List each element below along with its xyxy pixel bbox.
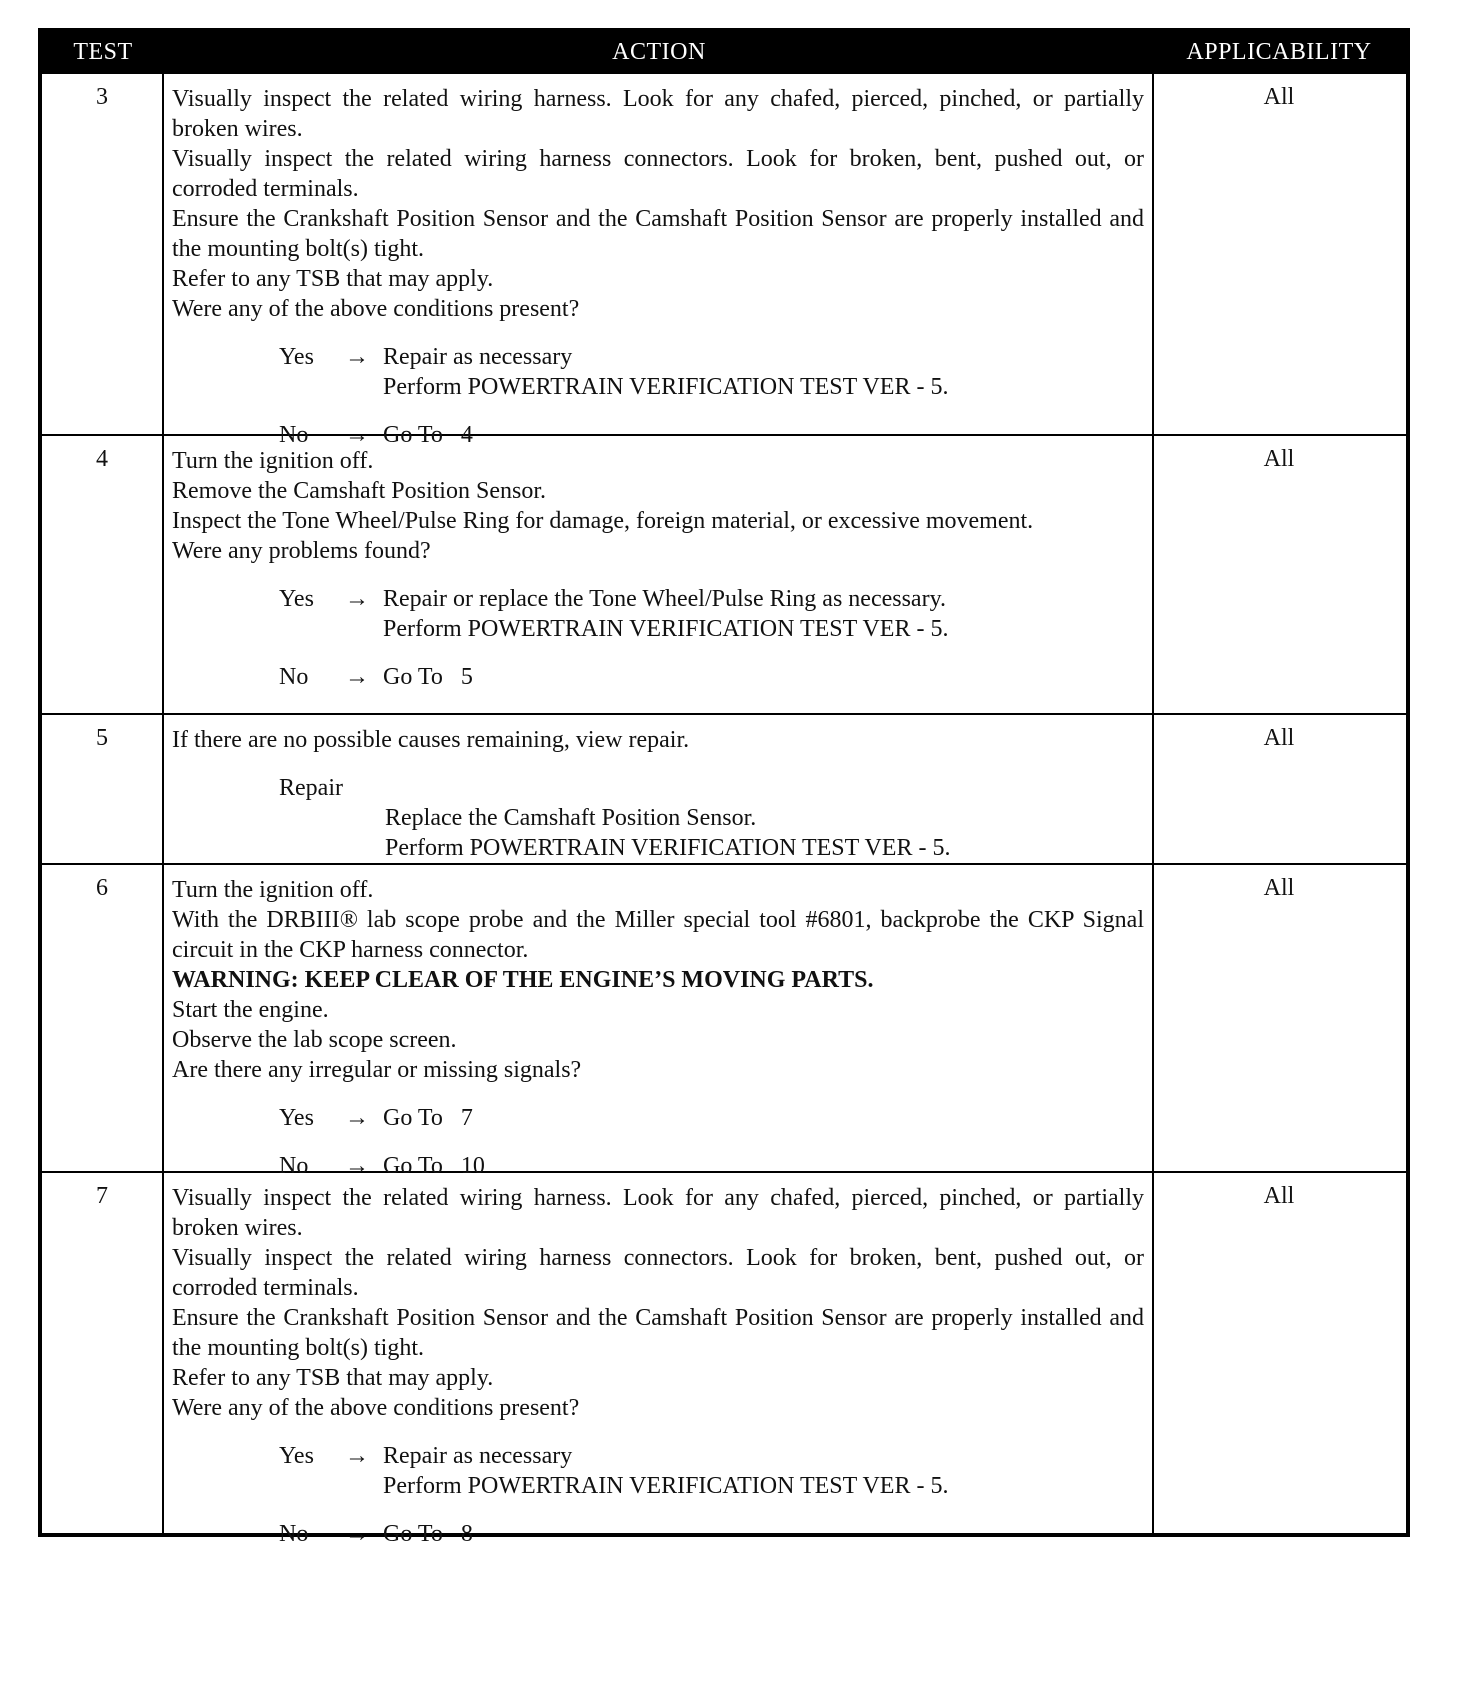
table-row xyxy=(42,434,1406,713)
action-line: Are there any irregular or missing signals? xyxy=(172,1057,582,1083)
goto-label: Go To xyxy=(383,422,443,448)
arrow-icon: → xyxy=(345,422,369,448)
header-test: TEST xyxy=(73,38,133,65)
diagnostic-table xyxy=(38,28,1410,1547)
arrow-icon: → xyxy=(345,1521,369,1547)
yes-text: Repair as necessary xyxy=(383,1443,573,1469)
goto-number: 7 xyxy=(460,1105,473,1131)
action-line: Were any of the above conditions present? xyxy=(172,296,580,322)
no-label: No xyxy=(279,1521,309,1547)
action-line: Start the engine. xyxy=(172,997,329,1023)
action-line: Ensure the Crankshaft Position Sensor and the Camshaft Position Sensor are properly installed and the mounting bolt(s) tight. xyxy=(172,206,1144,262)
goto-label: Go To xyxy=(383,664,443,690)
action-cell xyxy=(164,436,1154,713)
yes-result xyxy=(279,584,1144,644)
goto-label: Go To xyxy=(383,1153,443,1179)
action-line: Were any problems found? xyxy=(172,538,431,564)
action-cell xyxy=(164,715,1154,863)
goto-label: Go To xyxy=(383,1521,443,1547)
header-applicability: APPLICABILITY xyxy=(1186,38,1372,65)
action-cell xyxy=(164,74,1154,448)
action-line: With the DRBIII® lab scope probe and the Miller special tool #6801, backprobe the CKP Signal circuit in the CKP harness connector. xyxy=(172,907,1144,963)
no-label: No xyxy=(279,422,309,448)
yes-label: Yes xyxy=(279,1105,314,1131)
arrow-icon: → xyxy=(345,1443,369,1469)
yes-result xyxy=(279,1103,1144,1133)
action-line: Turn the ignition off. xyxy=(172,877,374,903)
applicability-value: All xyxy=(1263,875,1295,901)
action-cell xyxy=(164,865,1154,1179)
applicability-value: All xyxy=(1263,1183,1295,1209)
yes-text: Perform POWERTRAIN VERIFICATION TEST VER - 5. xyxy=(383,1473,949,1499)
goto-number: 10 xyxy=(460,1153,485,1179)
action-line: Remove the Camshaft Position Sensor. xyxy=(172,478,546,504)
arrow-icon: → xyxy=(345,664,369,690)
table-row xyxy=(42,72,1406,448)
action-cell xyxy=(164,1173,1154,1547)
action-line: Ensure the Crankshaft Position Sensor and the Camshaft Position Sensor are properly installed and the mounting bolt(s) tight. xyxy=(172,1305,1144,1361)
goto-label: Go To xyxy=(383,1105,443,1131)
warning-text: WARNING: KEEP CLEAR OF THE ENGINE’S MOVING PARTS. xyxy=(172,967,874,993)
test-number: 5 xyxy=(42,715,164,863)
yes-text: Repair as necessary xyxy=(383,344,573,370)
goto-number: 4 xyxy=(460,422,473,448)
applicability-value: All xyxy=(1263,446,1295,472)
applicability-value: All xyxy=(1263,725,1295,751)
no-label: No xyxy=(279,664,309,690)
action-line: Observe the lab scope screen. xyxy=(172,1027,457,1053)
yes-result xyxy=(279,342,1144,402)
arrow-icon: → xyxy=(345,1105,369,1131)
table-row xyxy=(42,1171,1406,1547)
test-number: 4 xyxy=(42,436,164,713)
arrow-icon: → xyxy=(345,1153,369,1179)
action-line: Turn the ignition off. xyxy=(172,448,374,474)
table-row xyxy=(42,863,1406,1179)
arrow-icon: → xyxy=(345,586,369,612)
arrow-icon: → xyxy=(345,344,369,370)
yes-label: Yes xyxy=(279,1443,314,1469)
yes-text: Perform POWERTRAIN VERIFICATION TEST VER - 5. xyxy=(383,374,949,400)
no-result xyxy=(279,662,1144,692)
applicability-value: All xyxy=(1263,84,1295,110)
no-result xyxy=(279,1519,1144,1549)
action-line: Refer to any TSB that may apply. xyxy=(172,1365,494,1391)
table-row xyxy=(42,713,1406,863)
test-number: 7 xyxy=(42,1173,164,1533)
yes-label: Yes xyxy=(279,586,314,612)
no-label: No xyxy=(279,1153,309,1179)
repair-text: Perform POWERTRAIN VERIFICATION TEST VER - 5. xyxy=(385,835,951,861)
yes-text: Repair or replace the Tone Wheel/Pulse Ring as necessary. xyxy=(383,586,947,612)
action-line: Visually inspect the related wiring harness. Look for any chafed, pierced, pinched, or partially broken wires. xyxy=(172,1185,1144,1241)
action-line: Were any of the above conditions present? xyxy=(172,1395,580,1421)
action-line: Inspect the Tone Wheel/Pulse Ring for damage, foreign material, or excessive movement. xyxy=(172,508,1034,534)
yes-label: Yes xyxy=(279,344,314,370)
goto-number: 5 xyxy=(460,664,473,690)
test-number: 3 xyxy=(42,74,164,434)
action-line: Visually inspect the related wiring harness connectors. Look for broken, bent, pushed out, or corroded terminals. xyxy=(172,146,1144,202)
goto-number: 8 xyxy=(460,1521,473,1547)
repair-text: Replace the Camshaft Position Sensor. xyxy=(385,805,757,831)
action-line: Refer to any TSB that may apply. xyxy=(172,266,494,292)
action-line: If there are no possible causes remaining, view repair. xyxy=(172,727,690,753)
yes-result xyxy=(279,1441,1144,1501)
action-line: Visually inspect the related wiring harness. Look for any chafed, pierced, pinched, or partially broken wires. xyxy=(172,86,1144,142)
test-number: 6 xyxy=(42,865,164,1171)
table-header xyxy=(42,32,1406,72)
repair-label: Repair xyxy=(279,775,343,801)
action-line: Visually inspect the related wiring harness connectors. Look for broken, bent, pushed out, or corroded terminals. xyxy=(172,1245,1144,1301)
header-action: ACTION xyxy=(612,38,706,65)
yes-text: Perform POWERTRAIN VERIFICATION TEST VER - 5. xyxy=(383,616,949,642)
